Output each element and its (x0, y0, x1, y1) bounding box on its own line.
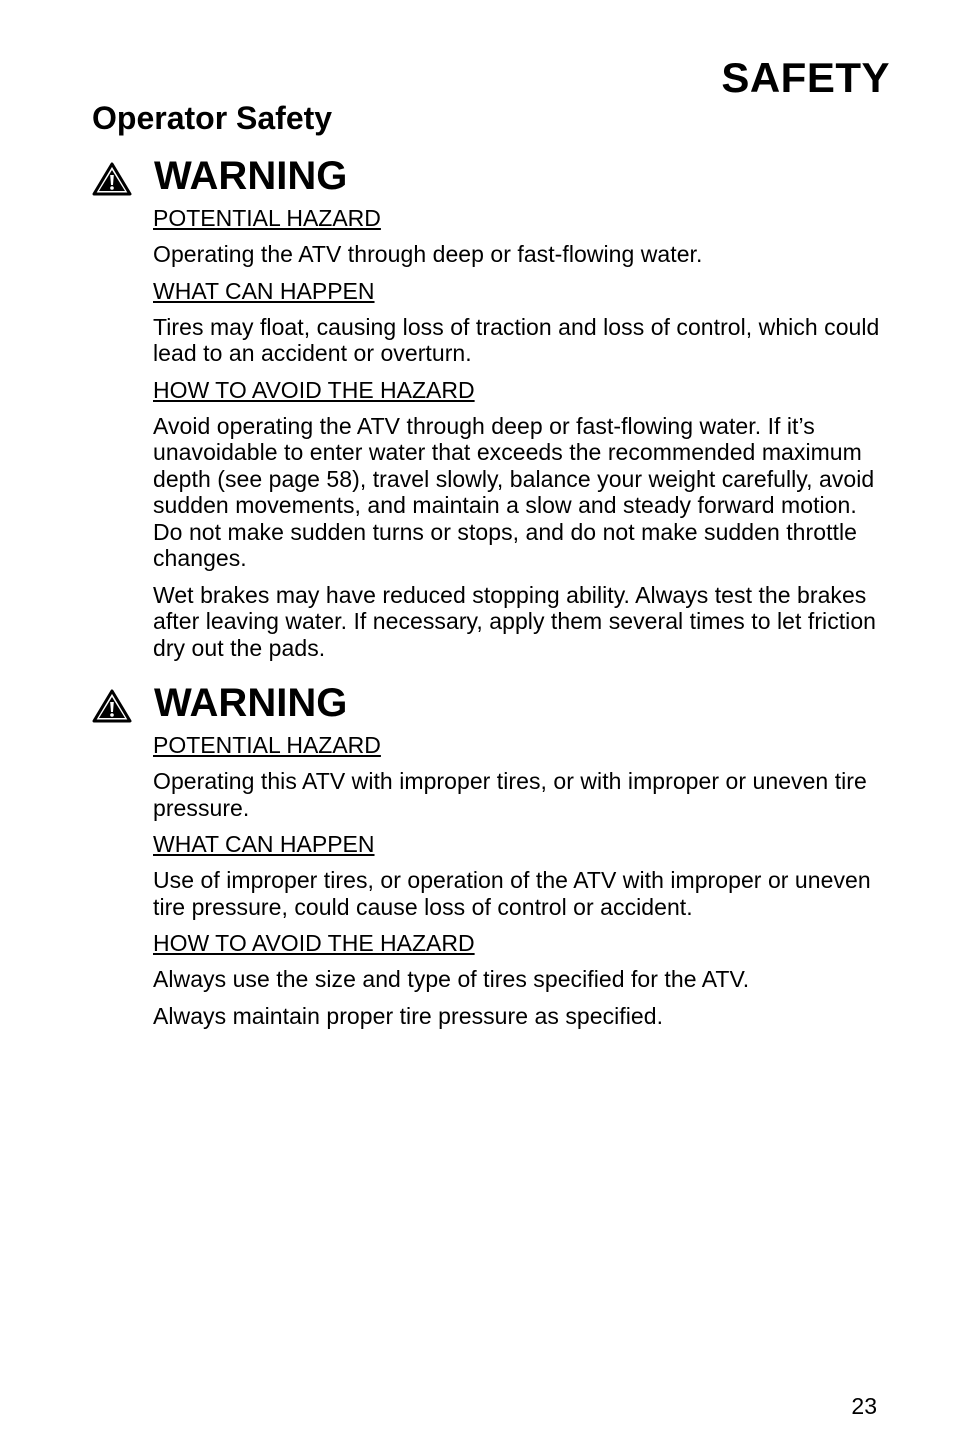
warning-body (153, 205, 892, 661)
potential-hazard-text: Operating this ATV with improper tires, or with improper or uneven tire pressure. (153, 768, 867, 821)
warning-heading (92, 681, 892, 729)
how-to-avoid-text: Avoid operating the ATV through deep or fast-flowing water. If it’s unavoidable to enter water that exceeds the recommended maximum depth (see page 58), travel slowly, balance your weight carefully, avoid sudden movements, and maintain a slow and steady forward motion. Do not make sudden turns or stops, and do not make sudden throttle changes. (153, 412, 875, 571)
what-can-happen-heading: WHAT CAN HAPPEN (153, 277, 375, 304)
warning-triangle-icon (92, 162, 132, 196)
what-can-happen-text: Use of improper tires, or operation of the ATV with improper or uneven tire pressure, could cause loss of control or accident. (153, 867, 871, 920)
warning-triangle-icon (92, 689, 132, 723)
potential-hazard-heading: POTENTIAL HAZARD (153, 205, 381, 231)
how-to-avoid-heading: HOW TO AVOID THE HAZARD (153, 376, 475, 403)
potential-hazard-heading: POTENTIAL HAZARD (153, 732, 381, 758)
warning-body (153, 732, 892, 1029)
warning-block-tires (92, 681, 892, 1039)
how-to-avoid-text-extra: Always maintain proper tire pressure as specified. (153, 1002, 664, 1029)
page-header: SAFETY (721, 54, 890, 101)
page-number: 23 (851, 1393, 877, 1419)
section-title: Operator Safety (92, 100, 333, 136)
what-can-happen-text: Tires may float, causing loss of traction and loss of control, which could lead to an accident or overturn. (153, 313, 880, 366)
how-to-avoid-text: Always use the size and type of tires specified for the ATV. (153, 966, 750, 992)
what-can-happen-heading: WHAT CAN HAPPEN (153, 831, 375, 857)
how-to-avoid-text-extra: Wet brakes may have reduced stopping ability. Always test the brakes after leaving water. If necessary, apply them several times to let friction dry out the pads. (153, 581, 877, 661)
potential-hazard-text: Operating the ATV through deep or fast-flowing water. (153, 241, 703, 267)
warning-title: WARNING (154, 681, 348, 725)
warning-block-water (92, 154, 892, 671)
warning-heading (92, 154, 892, 202)
warning-title: WARNING (154, 154, 348, 198)
how-to-avoid-heading: HOW TO AVOID THE HAZARD (153, 930, 475, 956)
